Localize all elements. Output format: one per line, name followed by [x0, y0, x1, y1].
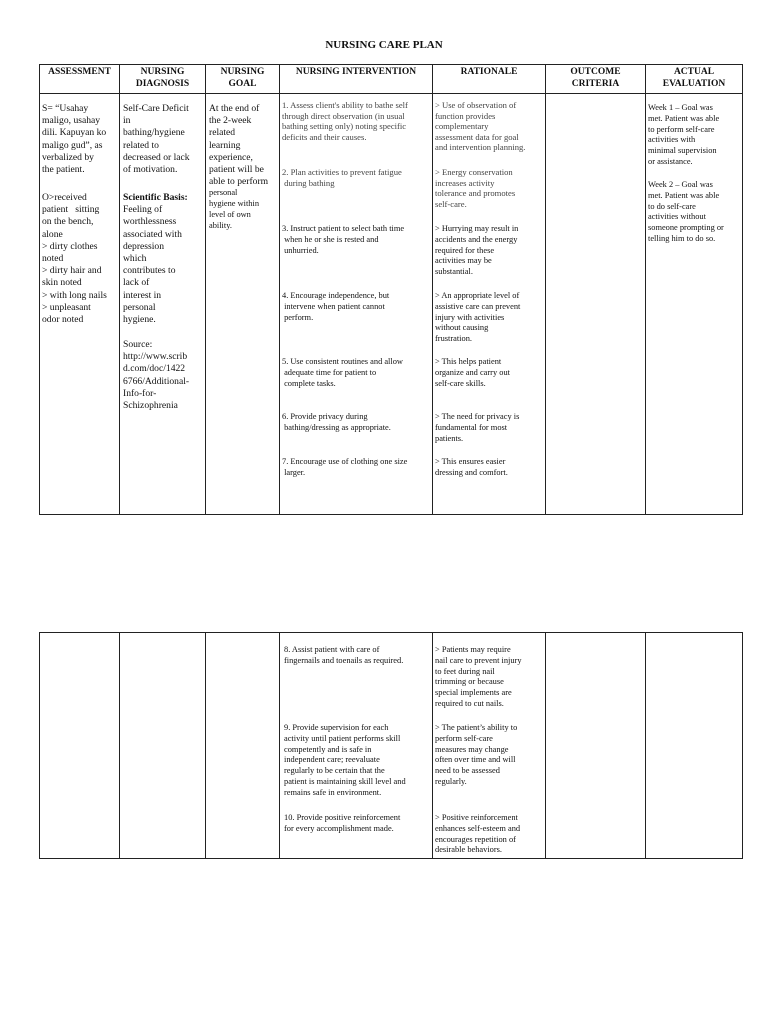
- evaluation-week2: [648, 180, 724, 245]
- text-line: on the bench,: [42, 216, 94, 228]
- text-line: patient is maintaining skill level and: [284, 776, 406, 786]
- text-line: when he or she is rested and: [282, 234, 379, 244]
- text-line: met. Patient was able: [648, 190, 720, 200]
- text-line: often over time and will: [435, 755, 516, 765]
- text-line: in: [123, 115, 131, 127]
- assessment-cell: [40, 94, 120, 515]
- text-line: intervene when patient cannot: [282, 301, 385, 311]
- intervention-cell: [280, 94, 433, 515]
- text-line: level of own: [209, 210, 251, 220]
- text-line: > Patients may require: [435, 645, 511, 654]
- text-line: required to cut nails.: [435, 698, 504, 708]
- text-line: competently and is safe in: [284, 744, 372, 754]
- text-line: 6766/Additional-: [123, 375, 190, 387]
- intervention-item: [282, 224, 404, 256]
- text-line: accidents and the energy: [435, 234, 518, 244]
- intervention-item: [282, 457, 407, 479]
- text-line: depression: [123, 240, 165, 252]
- intervention-cell: [280, 633, 433, 859]
- text-line: need to be assessed: [435, 766, 500, 776]
- text-line: Info-for-: [123, 387, 157, 399]
- text-line: to feet during nail: [435, 666, 495, 676]
- rationale-item: [435, 813, 520, 856]
- intervention-item: [284, 813, 400, 835]
- text-line: ability.: [209, 220, 232, 230]
- care-plan-row: [40, 94, 743, 515]
- rationale-item: [435, 357, 510, 389]
- text-line: bathing/hygiene: [123, 127, 185, 139]
- text-line: nail care to prevent injury: [435, 655, 522, 665]
- rationale-item: [435, 100, 525, 153]
- rationale-item: [435, 167, 515, 209]
- rationale-cell: [433, 633, 546, 859]
- diagnosis-cell: [120, 94, 206, 515]
- header-actual-evaluation: ACTUAL EVALUATION: [646, 65, 743, 94]
- text-line: fundamental for most: [435, 422, 508, 432]
- text-line: self-care.: [435, 198, 467, 209]
- text-line: dressing and comfort.: [435, 467, 508, 477]
- text-line: deficits and their causes.: [282, 131, 367, 142]
- text-line: 2. Plan activities to prevent fatigue: [282, 167, 402, 177]
- text-line: patient sitting: [42, 204, 100, 216]
- text-line: minimal supervision: [648, 146, 717, 156]
- diagnosis-statement: [123, 103, 190, 176]
- text-line: trimming or because: [435, 677, 504, 687]
- scientific-basis: Scientific Basis: Feeling of worthlessness associated with depression which contributes to lack of interest in personal hygiene.: [123, 192, 188, 326]
- text-line: activity until patient performs skill: [284, 733, 401, 743]
- text-line: measures may change: [435, 744, 509, 754]
- text-line: special implements are: [435, 688, 512, 698]
- text-line: personal: [123, 301, 156, 313]
- text-line: 5. Use consistent routines and allow: [282, 357, 403, 366]
- text-line: 6. Provide privacy during: [282, 412, 368, 421]
- text-line: verbalized by: [42, 151, 94, 163]
- rationale-item: [435, 723, 517, 788]
- intervention-item: [282, 100, 408, 142]
- text-line: or assistance.: [648, 156, 693, 166]
- text-line: the patient.: [42, 164, 85, 176]
- text-line: skin noted: [42, 277, 82, 289]
- text-line: increases activity: [435, 177, 495, 188]
- text-line: function provides: [435, 110, 496, 121]
- text-line: complete tasks.: [282, 378, 336, 388]
- text-line: to do self-care: [648, 201, 696, 211]
- text-line: during bathing: [282, 177, 335, 188]
- text-line: contributes to: [123, 265, 176, 277]
- intervention-item: [284, 645, 403, 667]
- text-line: assistive care can prevent: [435, 301, 521, 311]
- text-line: 7. Encourage use of clothing one size: [282, 457, 408, 466]
- text-line: regularly to be certain that the: [284, 766, 385, 776]
- outcome-criteria-cell-empty: [546, 633, 646, 859]
- text-line: patients.: [435, 433, 464, 443]
- text-line: noted: [42, 253, 64, 265]
- text-line: tolerance and promotes: [435, 188, 516, 199]
- text-line: met. Patient was able: [648, 113, 720, 123]
- text-line: bathing setting only) noting specific: [282, 121, 407, 132]
- text-line: alone: [42, 228, 63, 240]
- text-line: hygiene.: [123, 314, 156, 326]
- page-title: NURSING CARE PLAN: [325, 39, 443, 51]
- text-line: remains safe in environment.: [284, 787, 382, 797]
- text-line: O>received: [42, 192, 87, 203]
- text-line: larger.: [282, 467, 306, 477]
- text-line: Self-Care Deficit: [123, 103, 189, 114]
- text-line: organize and carry out: [435, 367, 510, 377]
- text-line: interest in: [123, 289, 162, 301]
- text-line: perform.: [282, 312, 314, 322]
- text-line: required for these: [435, 245, 495, 255]
- text-line: which: [123, 253, 147, 265]
- text-line: bathing/dressing as appropriate.: [282, 422, 391, 432]
- text-line: without causing: [435, 323, 489, 333]
- text-line: 8. Assist patient with care of: [284, 645, 380, 654]
- text-line: adequate time for patient to: [282, 367, 377, 377]
- text-line: to perform self-care: [648, 124, 715, 134]
- text-line: activities with: [648, 135, 696, 145]
- care-plan-table-continued: [39, 632, 743, 859]
- text-line: http://www.scrib: [123, 351, 188, 363]
- text-line: related: [209, 127, 236, 139]
- text-line: encourages repetition of: [435, 834, 516, 844]
- header-assessment: ASSESSMENT: [40, 65, 120, 94]
- evaluation-cell-empty: [646, 633, 743, 859]
- intervention-item: [282, 291, 389, 323]
- text-line: patient will be: [209, 164, 264, 176]
- assessment-cell-empty: [40, 633, 120, 859]
- text-line: 10. Provide positive reinforcement: [284, 813, 401, 822]
- header-outcome-criteria: OUTCOME CRITERIA: [546, 65, 646, 94]
- text-line: associated with: [123, 228, 182, 240]
- text-line: activities without: [648, 212, 706, 222]
- goal-statement: [209, 103, 268, 232]
- diagnosis-cell-empty: [120, 633, 206, 859]
- text-line: personal: [209, 188, 238, 198]
- text-line: able to perform: [209, 176, 269, 188]
- text-line: At the end of: [209, 103, 260, 114]
- text-line: of motivation.: [123, 164, 178, 176]
- text-line: experience,: [209, 151, 253, 163]
- rationale-cell: [433, 94, 546, 515]
- text-line: telling him to do so.: [648, 233, 716, 243]
- text-line: learning: [209, 139, 241, 151]
- text-line: decreased or lack: [123, 151, 190, 163]
- text-line: substantial.: [435, 267, 473, 277]
- text-line: desirable behaviors.: [435, 845, 502, 855]
- text-line: > Positive reinforcement: [435, 813, 518, 822]
- text-line: and intervention planning.: [435, 142, 526, 153]
- text-line: independent care; reevaluate: [284, 755, 380, 765]
- text-line: > The patient’s ability to: [435, 723, 518, 732]
- text-line: > unpleasant: [42, 301, 91, 313]
- rationale-item: [435, 224, 518, 278]
- text-line: Week 1 – Goal was: [648, 103, 713, 112]
- text-line: regularly.: [435, 776, 467, 786]
- intervention-item: [284, 723, 406, 799]
- text-line: > dirty hair and: [42, 265, 102, 277]
- text-line: for every accomplishment made.: [284, 823, 394, 833]
- text-line: frustration.: [435, 334, 472, 344]
- text-line: 3. Instruct patient to select bath time: [282, 224, 405, 233]
- header-nursing-diagnosis: NURSING DIAGNOSIS: [120, 65, 206, 94]
- text-line: complementary: [435, 121, 489, 132]
- text-line: activities may be: [435, 256, 492, 266]
- diagnosis-source: Source: http://www.scrib d.com/doc/1422 6766/Additional- Info-for- Schizophrenia: [123, 339, 190, 412]
- goal-cell-empty: [206, 633, 280, 859]
- outcome-criteria-cell: [546, 94, 646, 515]
- text-line: 1. Assess client's ability to bathe self: [282, 100, 408, 110]
- header-nursing-intervention: NURSING INTERVENTION: [280, 65, 433, 94]
- text-line: > with long nails: [42, 289, 107, 301]
- text-line: Feeling of: [123, 204, 163, 216]
- text-line: > Use of observation of: [435, 100, 517, 110]
- text-line: the 2-week: [209, 115, 252, 127]
- text-line: unhurried.: [282, 245, 319, 255]
- text-line: > Hurrying may result in: [435, 224, 519, 233]
- text-line: hygiene within: [209, 199, 260, 209]
- text-line: d.com/doc/1422: [123, 363, 186, 375]
- text-line: fingernails and toenails as required.: [284, 655, 404, 665]
- text-line: maligo gud”, as: [42, 139, 103, 151]
- text-line: related to: [123, 139, 159, 151]
- text-line: dili. Kapuyan ko: [42, 127, 107, 139]
- text-line: through direct observation (in usual: [282, 110, 405, 121]
- evaluation-week1: [648, 103, 719, 168]
- text-line: > This helps patient: [435, 357, 502, 366]
- text-line: maligo, usahay: [42, 115, 101, 127]
- text-line: lack of: [123, 277, 150, 289]
- text-line: enhances self-esteem and: [435, 823, 521, 833]
- intervention-item: [282, 357, 403, 389]
- text-line: someone prompting or: [648, 223, 724, 233]
- care-plan-table: [39, 64, 743, 515]
- text-line: > Energy conservation: [435, 167, 513, 177]
- evaluation-cell: [646, 94, 743, 515]
- rationale-item: [435, 291, 520, 345]
- text-line: perform self-care: [435, 733, 493, 743]
- header-row: [40, 65, 743, 94]
- text-line: > An appropriate level of: [435, 291, 520, 300]
- text-line: self-care skills.: [435, 378, 486, 388]
- header-rationale: RATIONALE: [433, 65, 546, 94]
- intervention-item: [282, 167, 402, 188]
- text-line: > dirty clothes: [42, 240, 98, 252]
- rationale-item: [435, 645, 522, 710]
- text-line: 9. Provide supervision for each: [284, 723, 389, 732]
- rationale-item: [435, 457, 508, 479]
- text-line: Week 2 – Goal was: [648, 180, 713, 189]
- text-line: > The need for privacy is: [435, 412, 520, 421]
- objective-data: [42, 192, 107, 326]
- care-plan-row-continued: [40, 633, 743, 859]
- text-line: 4. Encourage independence, but: [282, 291, 390, 300]
- text-line: injury with activities: [435, 312, 505, 322]
- goal-cell: [206, 94, 280, 515]
- text-line: Schizophrenia: [123, 400, 178, 412]
- text-line: odor noted: [42, 314, 84, 326]
- text-line: assessment data for goal: [435, 131, 519, 142]
- text-line: S= “Usahay: [42, 103, 89, 114]
- rationale-item: [435, 412, 519, 444]
- text-line: > This ensures easier: [435, 457, 506, 466]
- subjective-data: [42, 103, 106, 176]
- intervention-item: [282, 412, 391, 434]
- text-line: worthlessness: [123, 216, 177, 228]
- header-nursing-goal: NURSING GOAL: [206, 65, 280, 94]
